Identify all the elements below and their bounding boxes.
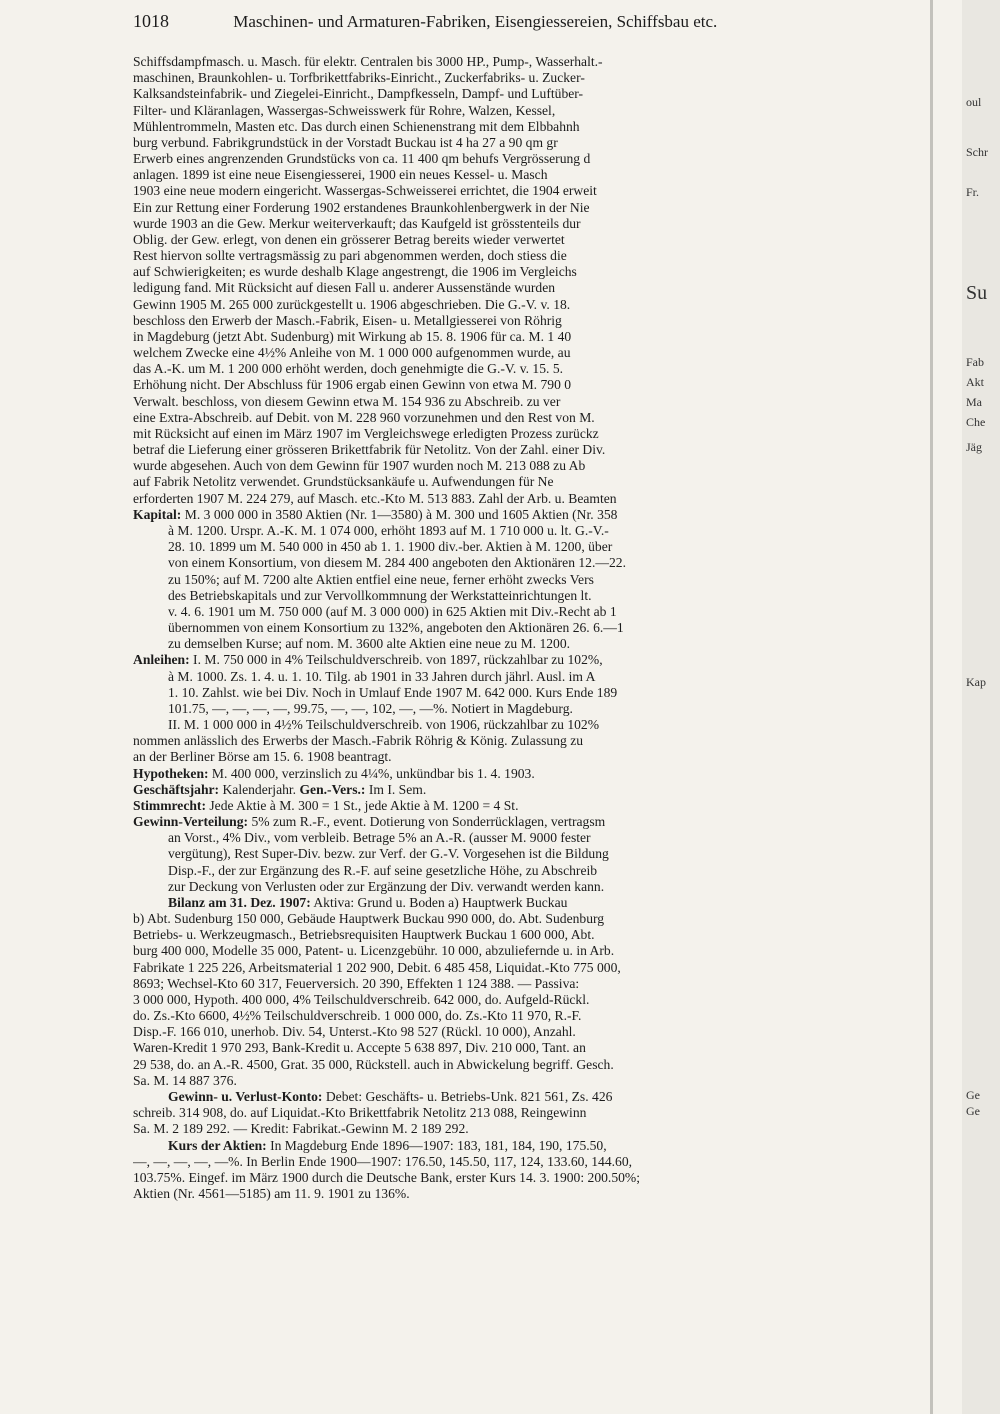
text-line (133, 394, 933, 410)
text-line (133, 119, 933, 135)
text-line (133, 280, 933, 296)
line-text: Fabrikate 1 225 226, Arbeitsmaterial 1 202 900, Debit. 6 485 458, Liquidat.-Kto 775 000, (133, 959, 621, 975)
line-text: 103.75%. Eingef. im März 1900 durch die Deutsche Bank, erster Kurs 14. 3. 1900: 200.50%; (133, 1169, 641, 1185)
text-line (133, 1138, 933, 1154)
line-text: anlagen. 1899 ist eine neue Eisengiesserei, 1900 ein neues Kessel- u. Masch (133, 167, 548, 183)
line-text: Betriebs- u. Werkzeugmasch., Betriebsrequisiten Hauptwerk Buckau 1 600 000, Abt. (133, 927, 595, 943)
line-text: an Vorst., 4% Div., vom verbleib. Betrage 5% an A.-R. (ausser M. 9000 fester (168, 830, 591, 846)
line-text: Aktien (Nr. 4561—5185) am 11. 9. 1901 zu 136%. (133, 1186, 410, 1202)
text-line (133, 313, 933, 329)
text-line (133, 572, 933, 588)
line-text: mit Rücksicht auf einen im März 1907 im Vergleichswege erledigten Prozess zurückz (133, 425, 599, 441)
section-heading: Gewinn-Verteilung: (133, 814, 249, 830)
margin-fragment: Fab (966, 355, 984, 369)
line-text: von einem Konsortium, von diesem M. 284 400 angeboten den Aktionären 12.—22. (168, 555, 626, 571)
text-line (133, 410, 933, 426)
text-line (133, 1057, 933, 1073)
line-text: In Magdeburg Ende 1896—1907: 183, 181, 184, 190, 175.50, (266, 1137, 607, 1153)
text-line (133, 830, 933, 846)
line-text: Erwerb eines angrenzenden Grundstücks von ca. 11 400 qm behufs Vergrösserung d (133, 151, 591, 167)
line-text: à M. 1000. Zs. 1. 4. u. 1. 10. Tilg. ab 1901 in 33 Jahren durch jährl. Ausl. im A (168, 668, 596, 684)
text-line (133, 167, 933, 183)
line-text: I. M. 750 000 in 4% Teilschuldverschreib. von 1897, rückzahlbar zu 102%, (189, 652, 603, 668)
text-line (133, 200, 933, 216)
page-header (133, 8, 893, 34)
line-text: in Magdeburg (jetzt Abt. Sudenburg) mit Wirkung ab 15. 8. 1906 für ca. M. 1 40 (133, 328, 572, 344)
line-text: v. 4. 6. 1901 um M. 750 000 (auf M. 3 000 000) in 625 Aktien mit Div.-Recht ab 1 (168, 603, 617, 619)
section-heading: Kurs der Aktien: (168, 1137, 267, 1153)
text-line (133, 458, 933, 474)
text-line (133, 701, 933, 717)
line-text: 3 000 000, Hypoth. 400 000, 4% Teilschuldverschreib. 642 000, do. Aufgeld-Rückl. (133, 991, 590, 1007)
section-heading: Stimmrecht: (133, 797, 206, 813)
line-text: b) Abt. Sudenburg 150 000, Gebäude Hauptwerk Buckau 990 000, do. Abt. Sudenburg (133, 911, 605, 927)
line-text: auf Schwierigkeiten; es wurde deshalb Klage angestrengt, die 1906 im Vergleichs (133, 264, 577, 280)
line-text: vergütung), Rest Super-Div. bezw. zur Verf. der G.-V. Vorgesehen ist die Bildung (168, 846, 609, 862)
text-line (133, 782, 933, 798)
section-heading: Geschäftsjahr: (133, 781, 220, 797)
line-text: übernommen von einem Konsortium zu 132%, angeboten den Aktionären 26. 6.—1 (168, 620, 624, 636)
adjacent-page-strip (962, 0, 1000, 1414)
text-line (133, 943, 933, 959)
line-text: Waren-Kredit 1 970 293, Bank-Kredit u. Accepte 5 638 897, Div. 210 000, Tant. an (133, 1040, 586, 1056)
line-text: Verwalt. beschloss, von diesem Gewinn etwa M. 154 936 zu Abschreib. zu ver (133, 393, 561, 409)
margin-fragment: Jäg (966, 440, 982, 454)
section-heading: Gewinn- u. Verlust-Konto: (168, 1089, 323, 1104)
line-text: Aktiva: Grund u. Boden a) Hauptwerk Buckau (310, 894, 568, 910)
text-line (133, 814, 933, 830)
text-line (133, 749, 933, 765)
line-text: Disp.-F., der zur Ergänzung des R.-F. auf seine gesetzliche Höhe, zu Abschreib (168, 862, 598, 878)
line-text: Rest hiervon sollte vertragsmässig zu pari abgenommen werden, doch stiess die (133, 248, 567, 264)
line-text: ledigung fand. Mit Rücksicht auf diesen Fall u. anderer Aussenstände wurden (133, 280, 556, 296)
line-text: eine Extra-Abschreib. auf Debit. von M. 228 960 vorzunehmen und den Rest von M. (133, 409, 595, 425)
text-line (133, 151, 933, 167)
text-line (133, 248, 933, 264)
line-text: Oblig. der Gew. erlegt, von denen ein grösserer Betrag bereits wieder verwertet (133, 231, 565, 247)
line-text: Kalksandsteinfabrik- und Ziegelei-Einricht., Dampfkesseln, Dampf- und Luftüber- (133, 86, 584, 102)
text-line (133, 329, 933, 345)
text-line (133, 297, 933, 313)
text-line (133, 1073, 933, 1089)
text-line (133, 652, 933, 668)
line-text: M. 400 000, verzinslich zu 4¼%, unkündbar bis 1. 4. 1903. (208, 765, 535, 781)
line-text: zu 150%; auf M. 7200 alte Aktien entfiel eine neue, ferner erhöht zwecks Vers (168, 571, 594, 587)
text-line (133, 895, 933, 911)
line-text: 8693; Wechsel-Kto 60 317, Feuerversich. 20 390, Effekten 1 124 388. — Passiva: (133, 975, 580, 991)
text-line (133, 766, 933, 782)
margin-fragment: Ge (966, 1088, 980, 1102)
running-title: Maschinen- und Armaturen-Fabriken, Eisengiessereien, Schiffsbau etc. (233, 12, 718, 31)
text-line (133, 1089, 933, 1105)
text-line (133, 685, 933, 701)
line-text: beschloss den Erwerb der Masch.-Fabrik, Eisen- u. Metallgiesserei von Röhrig (133, 312, 562, 328)
line-text: wurde abgesehen. Auch von dem Gewinn für 1907 wurden noch M. 213 088 zu Ab (133, 458, 586, 474)
margin-fragment: Kap (966, 675, 986, 689)
line-text: an der Berliner Börse am 15. 6. 1908 beantragt. (133, 749, 392, 765)
text-line (133, 523, 933, 539)
section-heading: Anleihen: (133, 652, 190, 668)
text-line (133, 604, 933, 620)
text-line (133, 992, 933, 1008)
line-text: maschinen, Braunkohlen- u. Torfbrikettfabriks-Einricht., Zuckerfabriks- u. Zucker- (133, 70, 585, 86)
text-line (133, 1105, 933, 1121)
text-line (133, 636, 933, 652)
line-text: erforderten 1907 M. 224 279, auf Masch. etc.-Kto M. 513 883. Zahl der Arb. u. Beamten (133, 490, 617, 506)
text-line (133, 426, 933, 442)
text-line (133, 927, 933, 943)
text-line (133, 911, 933, 927)
text-line (133, 474, 933, 490)
section-heading: Hypotheken: (133, 765, 209, 781)
line-text: Im I. Sem. (365, 781, 427, 797)
margin-fragment: Su (966, 282, 988, 304)
text-line (133, 232, 933, 248)
line-text: Gewinn 1905 M. 265 000 zurückgestellt u. 1906 abgeschrieben. Die G.-V. v. 18. (133, 296, 571, 312)
text-line (133, 264, 933, 280)
text-line (133, 377, 933, 393)
text-line (133, 539, 933, 555)
line-text: Mühlentrommeln, Masten etc. Das durch einen Schienenstrang mit dem Elbbahnh (133, 118, 580, 134)
text-line (133, 70, 933, 86)
text-line (133, 1040, 933, 1056)
section-heading: Gen.-Vers.: (299, 781, 366, 797)
margin-fragment: Ge (966, 1104, 980, 1118)
line-text: 5% zum R.-F., event. Dotierung von Sonderrücklagen, vertragsm (248, 814, 606, 830)
line-text: zu demselben Kurse; auf nom. M. 3600 alte Aktien eine neue zu M. 1200. (168, 636, 571, 652)
text-line (133, 345, 933, 361)
margin-fragment: Ma (966, 395, 982, 409)
line-text: Sa. M. 14 887 376. (133, 1072, 237, 1088)
line-text: zur Deckung von Verlusten oder zur Ergänzung der Div. verwandt werden kann. (168, 878, 605, 894)
line-text: nommen anlässlich des Erwerbs der Masch.-Fabrik Röhrig & König. Zulassung zu (133, 733, 584, 749)
text-line (133, 183, 933, 199)
line-text: burg 400 000, Modelle 35 000, Patent- u. Licenzgebühr. 10 000, abzuliefernde u. in Arb. (133, 943, 615, 959)
margin-fragment: Fr. (966, 185, 980, 199)
line-text: auf Fabrik Netolitz verwendet. Grundstücksankäufe u. Aufwendungen für Ne (133, 474, 554, 490)
line-text: burg verbund. Fabrikgrundstück in der Vorstadt Buckau ist 4 ha 27 a 90 qm gr (133, 134, 558, 150)
text-line (133, 863, 933, 879)
text-line (133, 491, 933, 507)
line-text: Jede Aktie à M. 300 = 1 St., jede Aktie à M. 1200 = 4 St. (205, 797, 519, 813)
line-text: betraf die Lieferung einer grösseren Brikettfabrik für Netolitz. Von der Zahl. einer Div. (133, 442, 606, 458)
text-line (133, 846, 933, 862)
text-line (133, 361, 933, 377)
line-text: des Betriebskapitals und zur Vervollkommnung der Werkstatteinrichtungen lt. (168, 587, 592, 603)
text-line (133, 669, 933, 685)
line-text: Sa. M. 2 189 292. — Kredit: Fabrikat.-Gewinn M. 2 189 292. (133, 1121, 469, 1137)
text-line (133, 1024, 933, 1040)
line-text: 101.75, —, —, —, —, 99.75, —, —, 102, —, —%. Notiert in Magdeburg. (168, 700, 573, 716)
text-line (133, 798, 933, 814)
document-body (133, 54, 933, 1202)
line-text: do. Zs.-Kto 6600, 4½% Teilschuldverschreib. 1 000 000, do. Zs.-Kto 11 970, R.-F. (133, 1008, 582, 1024)
text-line (133, 879, 933, 895)
section-heading: Bilanz am 31. Dez. 1907: (168, 894, 311, 910)
text-line (133, 976, 933, 992)
line-text: 29 538, do. an A.-R. 4500, Grat. 35 000, Rückstell. auch in Abwickelung begriff. Gesch. (133, 1056, 614, 1072)
text-line (133, 620, 933, 636)
text-line (133, 54, 933, 70)
line-text: 1. 10. Zahlst. wie bei Div. Noch in Umlauf Ende 1907 M. 642 000. Kurs Ende 189 (168, 684, 618, 700)
text-line (133, 1186, 933, 1202)
line-text: 28. 10. 1899 um M. 540 000 in 450 ab 1. 1. 1900 div.-ber. Aktien à M. 1200, über (168, 539, 613, 555)
line-text: Disp.-F. 166 010, unerhob. Div. 54, Unterst.-Kto 98 527 (Rückl. 10 000), Anzahl. (133, 1024, 576, 1040)
text-line (133, 733, 933, 749)
text-line (133, 960, 933, 976)
line-text: 1903 eine neue modern eingericht. Wassergas-Schweisserei errichtet, die 1904 erweit (133, 183, 597, 199)
margin-fragment: Akt (966, 375, 984, 389)
text-line (133, 555, 933, 571)
line-text: schreib. 314 908, do. auf Liquidat.-Kto Brikettfabrik Netolitz 213 088, Reingewinn (133, 1105, 587, 1121)
text-line (133, 1008, 933, 1024)
line-text: welchem Zwecke eine 4½% Anleihe von M. 1 000 000 aufgenommen wurde, au (133, 345, 571, 361)
line-text: Kalenderjahr. (219, 781, 300, 797)
line-text: Debet: Geschäfts- u. Betriebs-Unk. 821 561, Zs. 426 (322, 1089, 613, 1104)
line-text: Filter- und Kläranlagen, Wassergas-Schweisswerk für Rohre, Walzen, Kessel, (133, 102, 556, 118)
line-text: M. 3 000 000 in 3580 Aktien (Nr. 1—3580) à M. 300 und 1605 Aktien (Nr. 358 (181, 506, 618, 522)
margin-fragment: Che (966, 415, 986, 429)
margin-fragment: Schr (966, 145, 988, 159)
margin-fragment: oul (966, 95, 982, 109)
text-line (133, 86, 933, 102)
text-line (133, 507, 933, 523)
text-line (133, 216, 933, 232)
line-text: das A.-K. um M. 1 200 000 erhöht werden, doch genehmigte die G.-V. v. 15. 5. (133, 361, 564, 377)
text-line (133, 1170, 933, 1186)
line-text: Schiffsdampfmasch. u. Masch. für elektr. Centralen bis 3000 HP., Pump-, Wasserhalt.- (133, 54, 603, 69)
text-line (133, 1154, 933, 1170)
line-text: wurde 1903 an die Gew. Merkur weiterverkauft; das Kaufgeld ist grösstenteils dur (133, 215, 581, 231)
page-number: 1018 (133, 11, 169, 31)
text-line (133, 717, 933, 733)
line-text: II. M. 1 000 000 in 4½% Teilschuldverschreib. von 1906, rückzahlbar zu 102% (168, 717, 600, 733)
text-line (133, 103, 933, 119)
line-text: Ein zur Rettung einer Forderung 1902 erstandenes Braunkohlenbergwerk in der Nie (133, 199, 590, 215)
line-text: Erhöhung nicht. Der Abschluss für 1906 ergab einen Gewinn von etwa M. 790 0 (133, 377, 572, 393)
text-line (133, 442, 933, 458)
text-line (133, 135, 933, 151)
line-text: à M. 1200. Urspr. A.-K. M. 1 074 000, erhöht 1893 auf M. 1 710 000 u. lt. G.-V.- (168, 522, 609, 538)
line-text: —, —, —, —, —%. In Berlin Ende 1900—1907: 176.50, 145.50, 117, 124, 133.60, 144.60, (133, 1153, 633, 1169)
section-heading: Kapital: (133, 506, 182, 522)
text-line (133, 1121, 933, 1137)
text-line (133, 588, 933, 604)
